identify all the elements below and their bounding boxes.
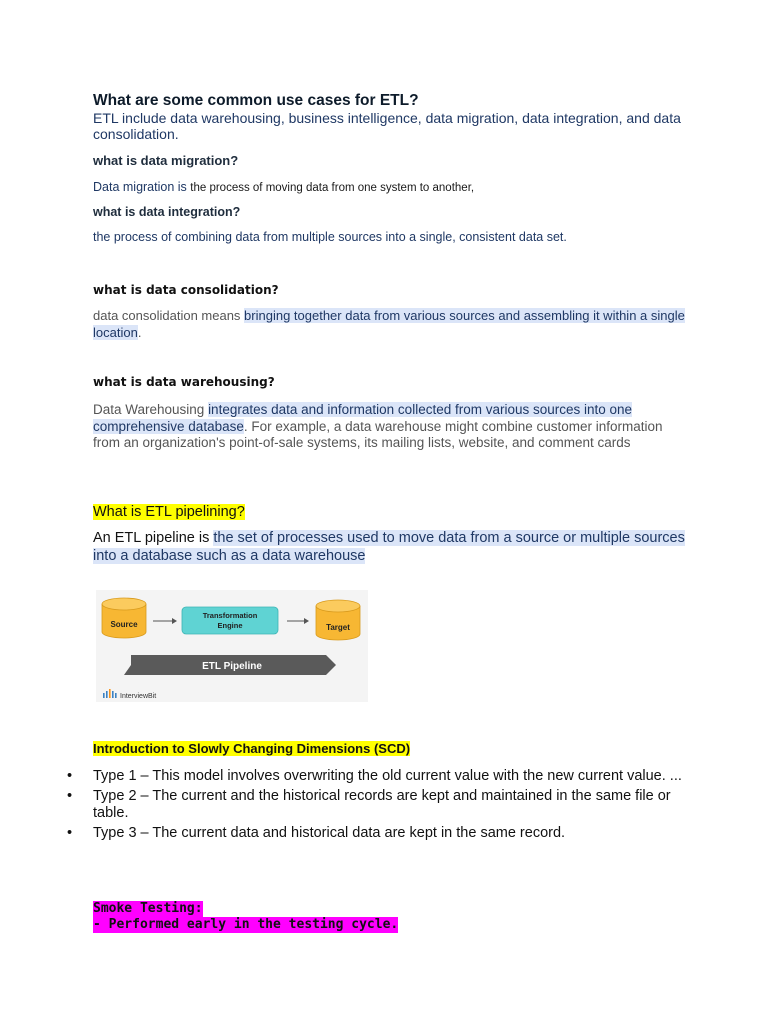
consolidation-question: what is data consolidation?: [93, 283, 279, 297]
scd-item-1: Type 1 – This model involves overwriting the old current value with the new current value. ...: [93, 768, 682, 784]
engine-label-line1: Transformation: [202, 611, 258, 620]
scd-item-2: Type 2 – The current and the historical records are kept and maintained in the same file or table.: [93, 788, 671, 821]
consolidation-answer: [93, 308, 693, 341]
bullet-icon: •: [67, 825, 73, 841]
pipeline-answer: [93, 530, 693, 565]
migration-answer-rest: the process of moving data from one system to another,: [190, 182, 475, 194]
scd-title: [93, 741, 410, 756]
smoke-testing-note: [93, 901, 398, 933]
list-item: [67, 788, 693, 822]
scd-title-text: Introduction to Slowly Changing Dimensions (SCD): [93, 741, 411, 756]
integration-question: what is data integration?: [93, 205, 241, 219]
target-cylinder: [316, 600, 360, 640]
smoke-line-2: - Performed early in the testing cycle.: [93, 917, 399, 932]
pipeline-arrow-label: ETL Pipeline: [202, 661, 262, 672]
integration-answer: the process of combining data from multiple sources into a single, consistent data set.: [93, 230, 567, 244]
source-cylinder: [102, 598, 146, 638]
scd-list: [67, 768, 693, 845]
target-label: Target: [326, 623, 350, 632]
etl-pipeline-diagram: [96, 590, 368, 702]
bullet-icon: •: [67, 788, 73, 804]
list-item: [67, 768, 693, 785]
consolidation-tail: .: [137, 324, 142, 340]
interviewbit-brand: InterviewBit: [120, 693, 157, 700]
scd-item-3: Type 3 – The current data and historical data are kept in the same record.: [93, 825, 566, 841]
migration-answer: [93, 180, 474, 194]
consolidation-lead: data consolidation means: [93, 308, 245, 323]
warehousing-tail: . For example, a data warehouse might combine customer information from an organization's point-of-sale systems, its mailing lists, website, and comment cards: [93, 418, 663, 450]
warehousing-question: what is data warehousing?: [93, 375, 275, 389]
source-label: Source: [110, 620, 138, 629]
warehousing-answer: [93, 402, 693, 452]
bullet-icon: •: [67, 768, 73, 784]
list-item: [67, 825, 693, 842]
pipeline-question-text: What is ETL pipelining?: [93, 504, 245, 520]
smoke-line-1: Smoke Testing:: [93, 901, 203, 916]
migration-answer-lead: Data migration is: [93, 180, 191, 194]
pipeline-highlight: the set of processes used to move data from a source or multiple sources into a database such as a data warehouse: [93, 530, 685, 564]
warehousing-lead: Data Warehousing: [93, 402, 209, 417]
consolidation-highlight: bringing together data from various sources and assembling it within a single location: [93, 308, 685, 340]
page-title: What are some common use cases for ETL?: [93, 92, 419, 109]
migration-question: what is data migration?: [93, 153, 239, 168]
intro-paragraph: ETL include data warehousing, business intelligence, data migration, data integration, and data consolidation.: [93, 110, 681, 142]
pipeline-question: [93, 504, 245, 520]
engine-label-line2: Engine: [217, 621, 243, 630]
pipeline-lead: An ETL pipeline is: [93, 530, 214, 546]
warehousing-highlight: integrates data and information collected from various sources into one comprehensive database: [93, 402, 633, 434]
